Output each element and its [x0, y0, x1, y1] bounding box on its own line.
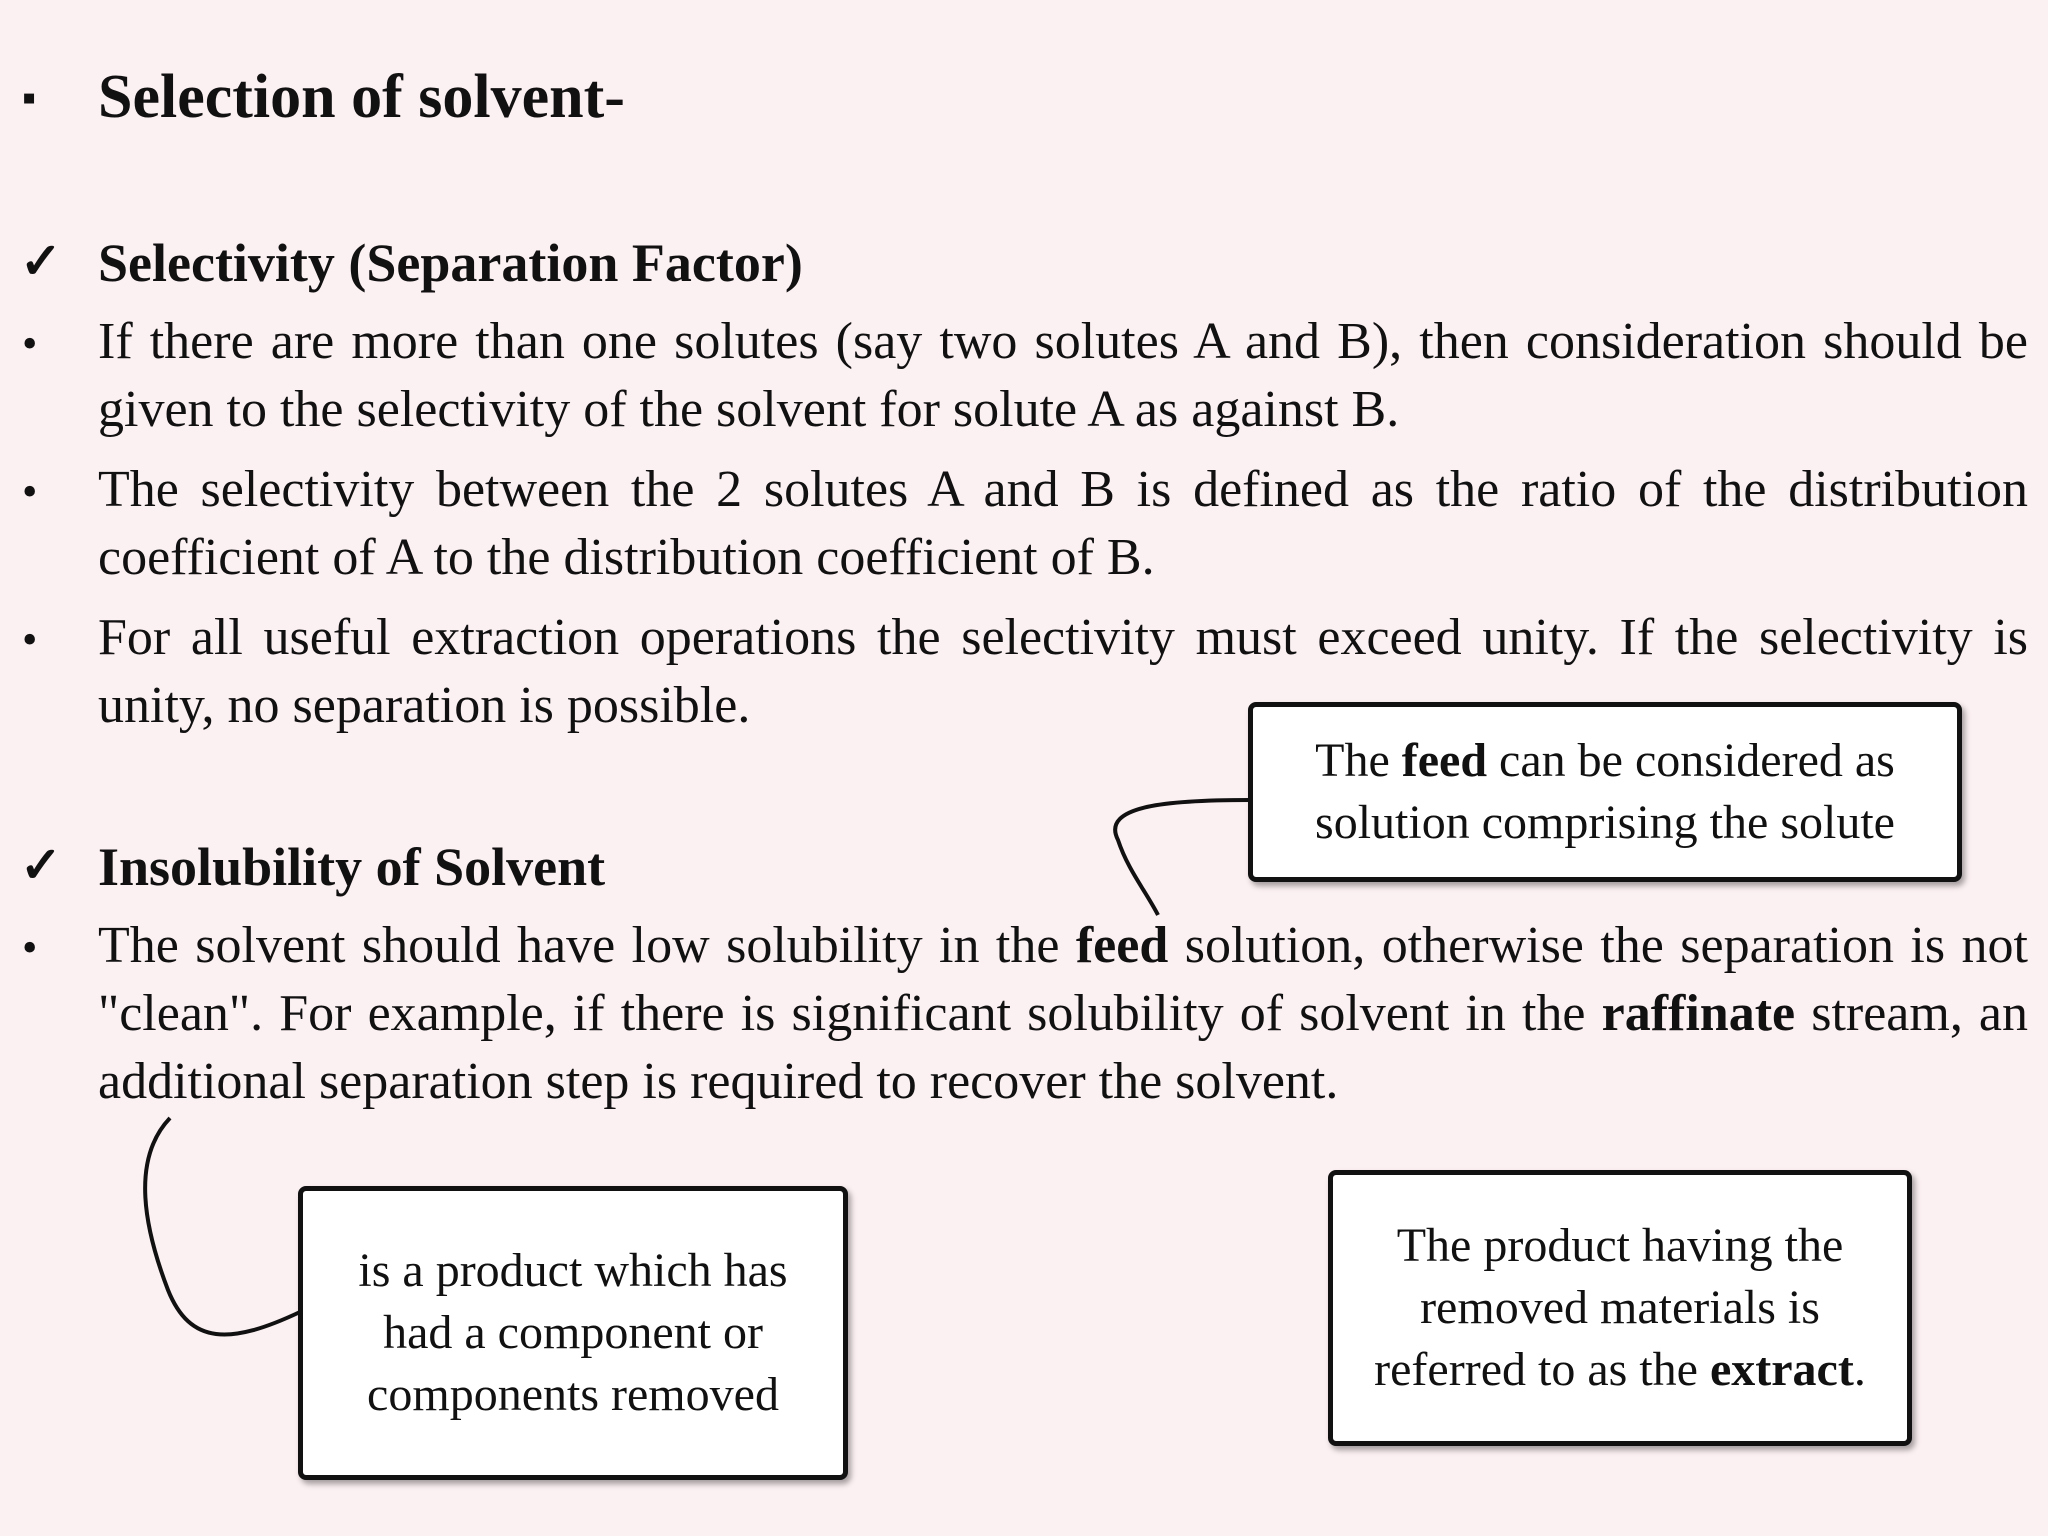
extract-callout — [1328, 1170, 1912, 1446]
extract-callout-bold: extract — [1709, 1343, 1854, 1396]
heading-square-marker: ▪ — [22, 75, 37, 120]
extract-callout-text — [1333, 1215, 1907, 1401]
section1-check-icon: ✓ — [20, 233, 62, 289]
feed-callout-bold: feed — [1401, 734, 1488, 787]
feed-callout-post: can be considered as solution comprising the solute — [1315, 734, 1895, 849]
raffinate-term: raffinate — [1601, 985, 1796, 1042]
feed-term: feed — [1075, 917, 1169, 974]
section2-title: Insolubility of Solvent — [98, 837, 606, 897]
feed-callout — [1248, 702, 1962, 882]
section1-title: Selectivity (Separation Factor) — [98, 233, 803, 293]
bullet-marker: • — [22, 319, 38, 368]
bullet-marker: • — [22, 615, 38, 664]
bullet-marker: • — [22, 467, 38, 516]
slide-title: Selection of solvent- — [98, 63, 625, 131]
feed-connector — [1115, 800, 1250, 915]
section1-bullet-3: For all useful extraction operations the selectivity must exceed unity. If the selectivity is unity, no separation is possible. — [98, 609, 2028, 734]
section1-bullet-2: The selectivity between the 2 solutes A and B is defined as the ratio of the distribution coefficient of A to the distribution coefficient of B. — [98, 461, 2028, 586]
feed-callout-text — [1253, 730, 1957, 854]
section2-text-3: stream, an additional separation step is required to recover the solvent. — [98, 985, 2029, 1110]
bullet-marker: • — [22, 923, 38, 972]
feed-callout-pre: The — [1315, 734, 1402, 787]
raffinate-callout — [298, 1186, 848, 1480]
section2-check-icon: ✓ — [20, 837, 62, 893]
section2-text-1: The solvent should have low solubility in the — [98, 917, 1076, 974]
section1-bullet-1: If there are more than one solutes (say two solutes A and B), then consideration should be given to the selectivity of the solvent for solute A as against B. — [98, 313, 2028, 438]
raffinate-callout-text: is a product which has had a component or components removed — [358, 1244, 788, 1421]
extract-callout-post: . — [1853, 1343, 1866, 1396]
extract-callout-pre: The product having the removed materials is referred to as the — [1374, 1219, 1844, 1396]
section2-text-2: solution, otherwise the separation is not "clean". For example, if there is significant solubility of solvent in the — [98, 917, 2028, 1042]
raffinate-connector — [145, 1118, 300, 1335]
